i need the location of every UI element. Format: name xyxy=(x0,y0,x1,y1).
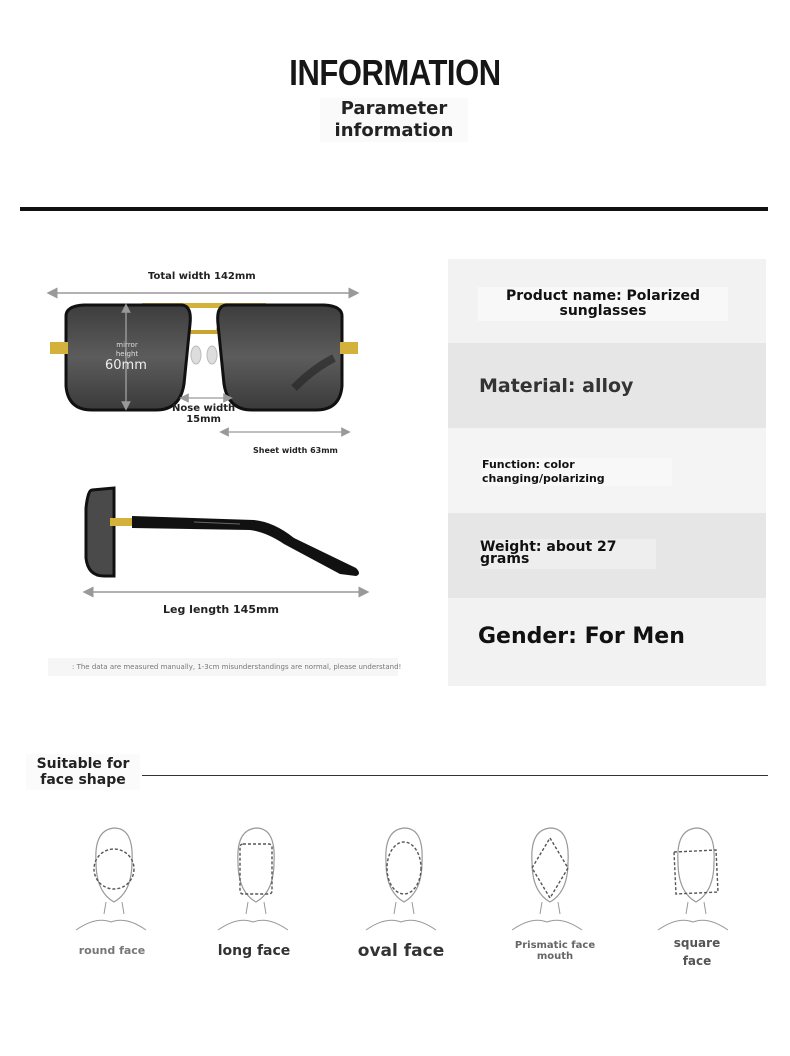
function-text xyxy=(482,458,672,486)
prismatic-face-sketch xyxy=(502,822,592,934)
oval-face-label: oval face xyxy=(357,941,445,961)
side-view-glasses xyxy=(86,488,359,576)
oval-face-sketch xyxy=(356,822,446,934)
prismatic-face-label xyxy=(500,940,610,962)
square-face-sketch xyxy=(648,822,738,934)
prismatic-label-line-2: mouth xyxy=(536,951,574,962)
mirror-height-label: 60mm xyxy=(105,358,147,373)
mirror-height-caption xyxy=(112,341,142,359)
spec-function xyxy=(448,428,766,513)
front-view-glasses xyxy=(50,303,358,410)
sunglasses-dimension-diagram xyxy=(44,258,404,688)
mirror-caption-1: mirror xyxy=(116,341,138,349)
face-heading-line-1: Suitable for xyxy=(36,756,130,772)
header-divider xyxy=(20,207,768,211)
page-subtitle xyxy=(320,98,468,142)
product-name-line-2: sunglasses xyxy=(559,303,647,319)
round-face-sketch xyxy=(66,822,156,934)
weight-text xyxy=(480,539,656,569)
prismatic-label-line-1: Prismatic face xyxy=(514,940,596,951)
round-face-label: round face xyxy=(78,944,146,957)
nose-width-line-2: 15mm xyxy=(186,414,221,425)
sunglasses-illustration xyxy=(44,258,404,688)
measurement-note: : The data are measured manually, 1-3cm misunderstandings are normal, please understand! xyxy=(48,658,398,676)
square-label-line-1: square xyxy=(673,936,721,950)
product-name-line-1: Product name: Polarized xyxy=(505,288,701,304)
square-face-label xyxy=(648,934,746,970)
spec-material xyxy=(448,343,766,428)
face-section-divider xyxy=(142,775,768,776)
product-name-text xyxy=(478,287,728,321)
face-shape-heading xyxy=(26,754,140,790)
long-face-sketch xyxy=(208,822,298,934)
spec-product-name xyxy=(448,259,766,343)
gender-text: Gender: For Men xyxy=(478,624,685,649)
material-text: Material: alloy xyxy=(479,375,634,397)
total-width-label: Total width 142mm xyxy=(148,271,256,282)
spec-weight xyxy=(448,513,766,598)
subtitle-line-1: Parameter xyxy=(340,98,448,119)
spec-gender xyxy=(448,598,766,686)
weight-line-2: grams xyxy=(480,551,530,567)
nose-width-line-1: Nose width xyxy=(172,403,236,414)
weight-line-1: Weight: about 27 xyxy=(480,539,617,555)
page-title: INFORMATION xyxy=(289,52,501,93)
square-label-line-2: face xyxy=(682,954,712,968)
function-line-1: Function: color xyxy=(482,458,575,471)
function-line-2: changing/polarizing xyxy=(482,472,605,485)
leg-length-label: Leg length 145mm xyxy=(163,603,279,616)
subtitle-line-2: information xyxy=(334,120,454,141)
sheet-width-label: Sheet width 63mm xyxy=(253,446,338,455)
long-face-label: long face xyxy=(217,943,291,959)
face-heading-line-2: face shape xyxy=(40,772,126,788)
mirror-caption-2: height xyxy=(115,350,139,358)
nose-width-label xyxy=(172,403,235,425)
